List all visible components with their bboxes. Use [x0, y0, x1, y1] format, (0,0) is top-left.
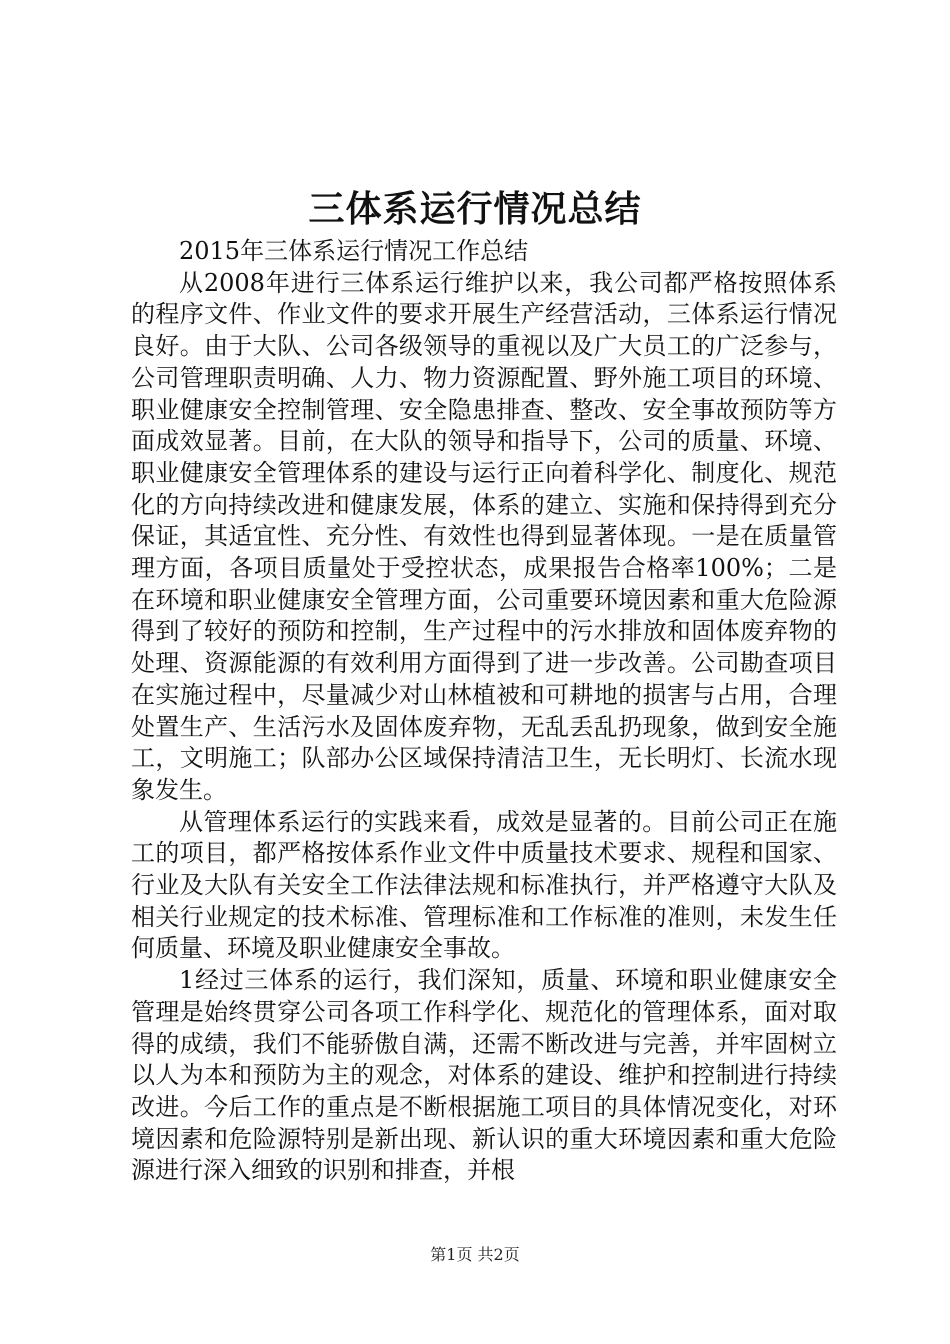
document-subtitle: 2015年三体系运行情况工作总结	[179, 237, 529, 265]
document-title: 三体系运行情况总结	[308, 188, 642, 230]
document-body	[131, 236, 837, 1187]
body-paragraph: 1经过三体系的运行，我们深知，质量、环境和职业健康安全管理是始终贯穿公司各项工作科学化、规范化的管理体系，面对取得的成绩，我们不能骄傲自满，还需不断改进与完善，并牢固树立以人为本和预防为主的观念，对体系的建设、维护和控制进行持续改进。今后工作的重点是不断根据施工项目的具体情况变化，对环境因素和危险源特别是新出现、新认识的重大环境因素和重大危险源进行深入细致的识别和排查，并根	[131, 966, 837, 1185]
body-paragraph: 从管理体系运行的实践来看，成效是显著的。目前公司正在施工的项目，都严格按体系作业文件中质量技术要求、规程和国家、行业及大队有关安全工作法律法规和标准执行，并严格遵守大队及相关行业规定的技术标准、管理标准和工作标准的准则，未发生任何质量、环境及职业健康安全事故。	[131, 807, 837, 963]
body-paragraph: 从2008年进行三体系运行维护以来，我公司都严格按照体系的程序文件、作业文件的要求开展生产经营活动，三体系运行情况良好。由于大队、公司各级领导的重视以及广大员工的广泛参与，公司管理职责明确、人力、物力资源配置、野外施工项目的环境、职业健康安全控制管理、安全隐患排查、整改、安全事故预防等方面成效显著。目前，在大队的领导和指导下，公司的质量、环境、职业健康安全管理体系的建设与运行正向着科学化、制度化、规范化的方向持续改进和健康发展，体系的建立、实施和保持得到充分保证，其适宜性、充分性、有效性也得到显著体现。一是在质量管理方面，各项目质量处于受控状态，成果报告合格率100%；二是在环境和职业健康安全管理方面，公司重要环境因素和重大危险源得到了较好的预防和控制，生产过程中的污水排放和固体废弃物的处理、资源能源的有效利用方面得到了进一步改善。公司勘查项目在实施过程中，尽量减少对山林植被和可耕地的损害与占用，合理处置生产、生活污水及固体废弃物，无乱丢乱扔现象，做到安全施工，文明施工；队部办公区域保持清洁卫生，无长明灯、长流水现象发生。	[131, 268, 837, 804]
page-footer: 第1页 共2页	[430, 1245, 520, 1264]
